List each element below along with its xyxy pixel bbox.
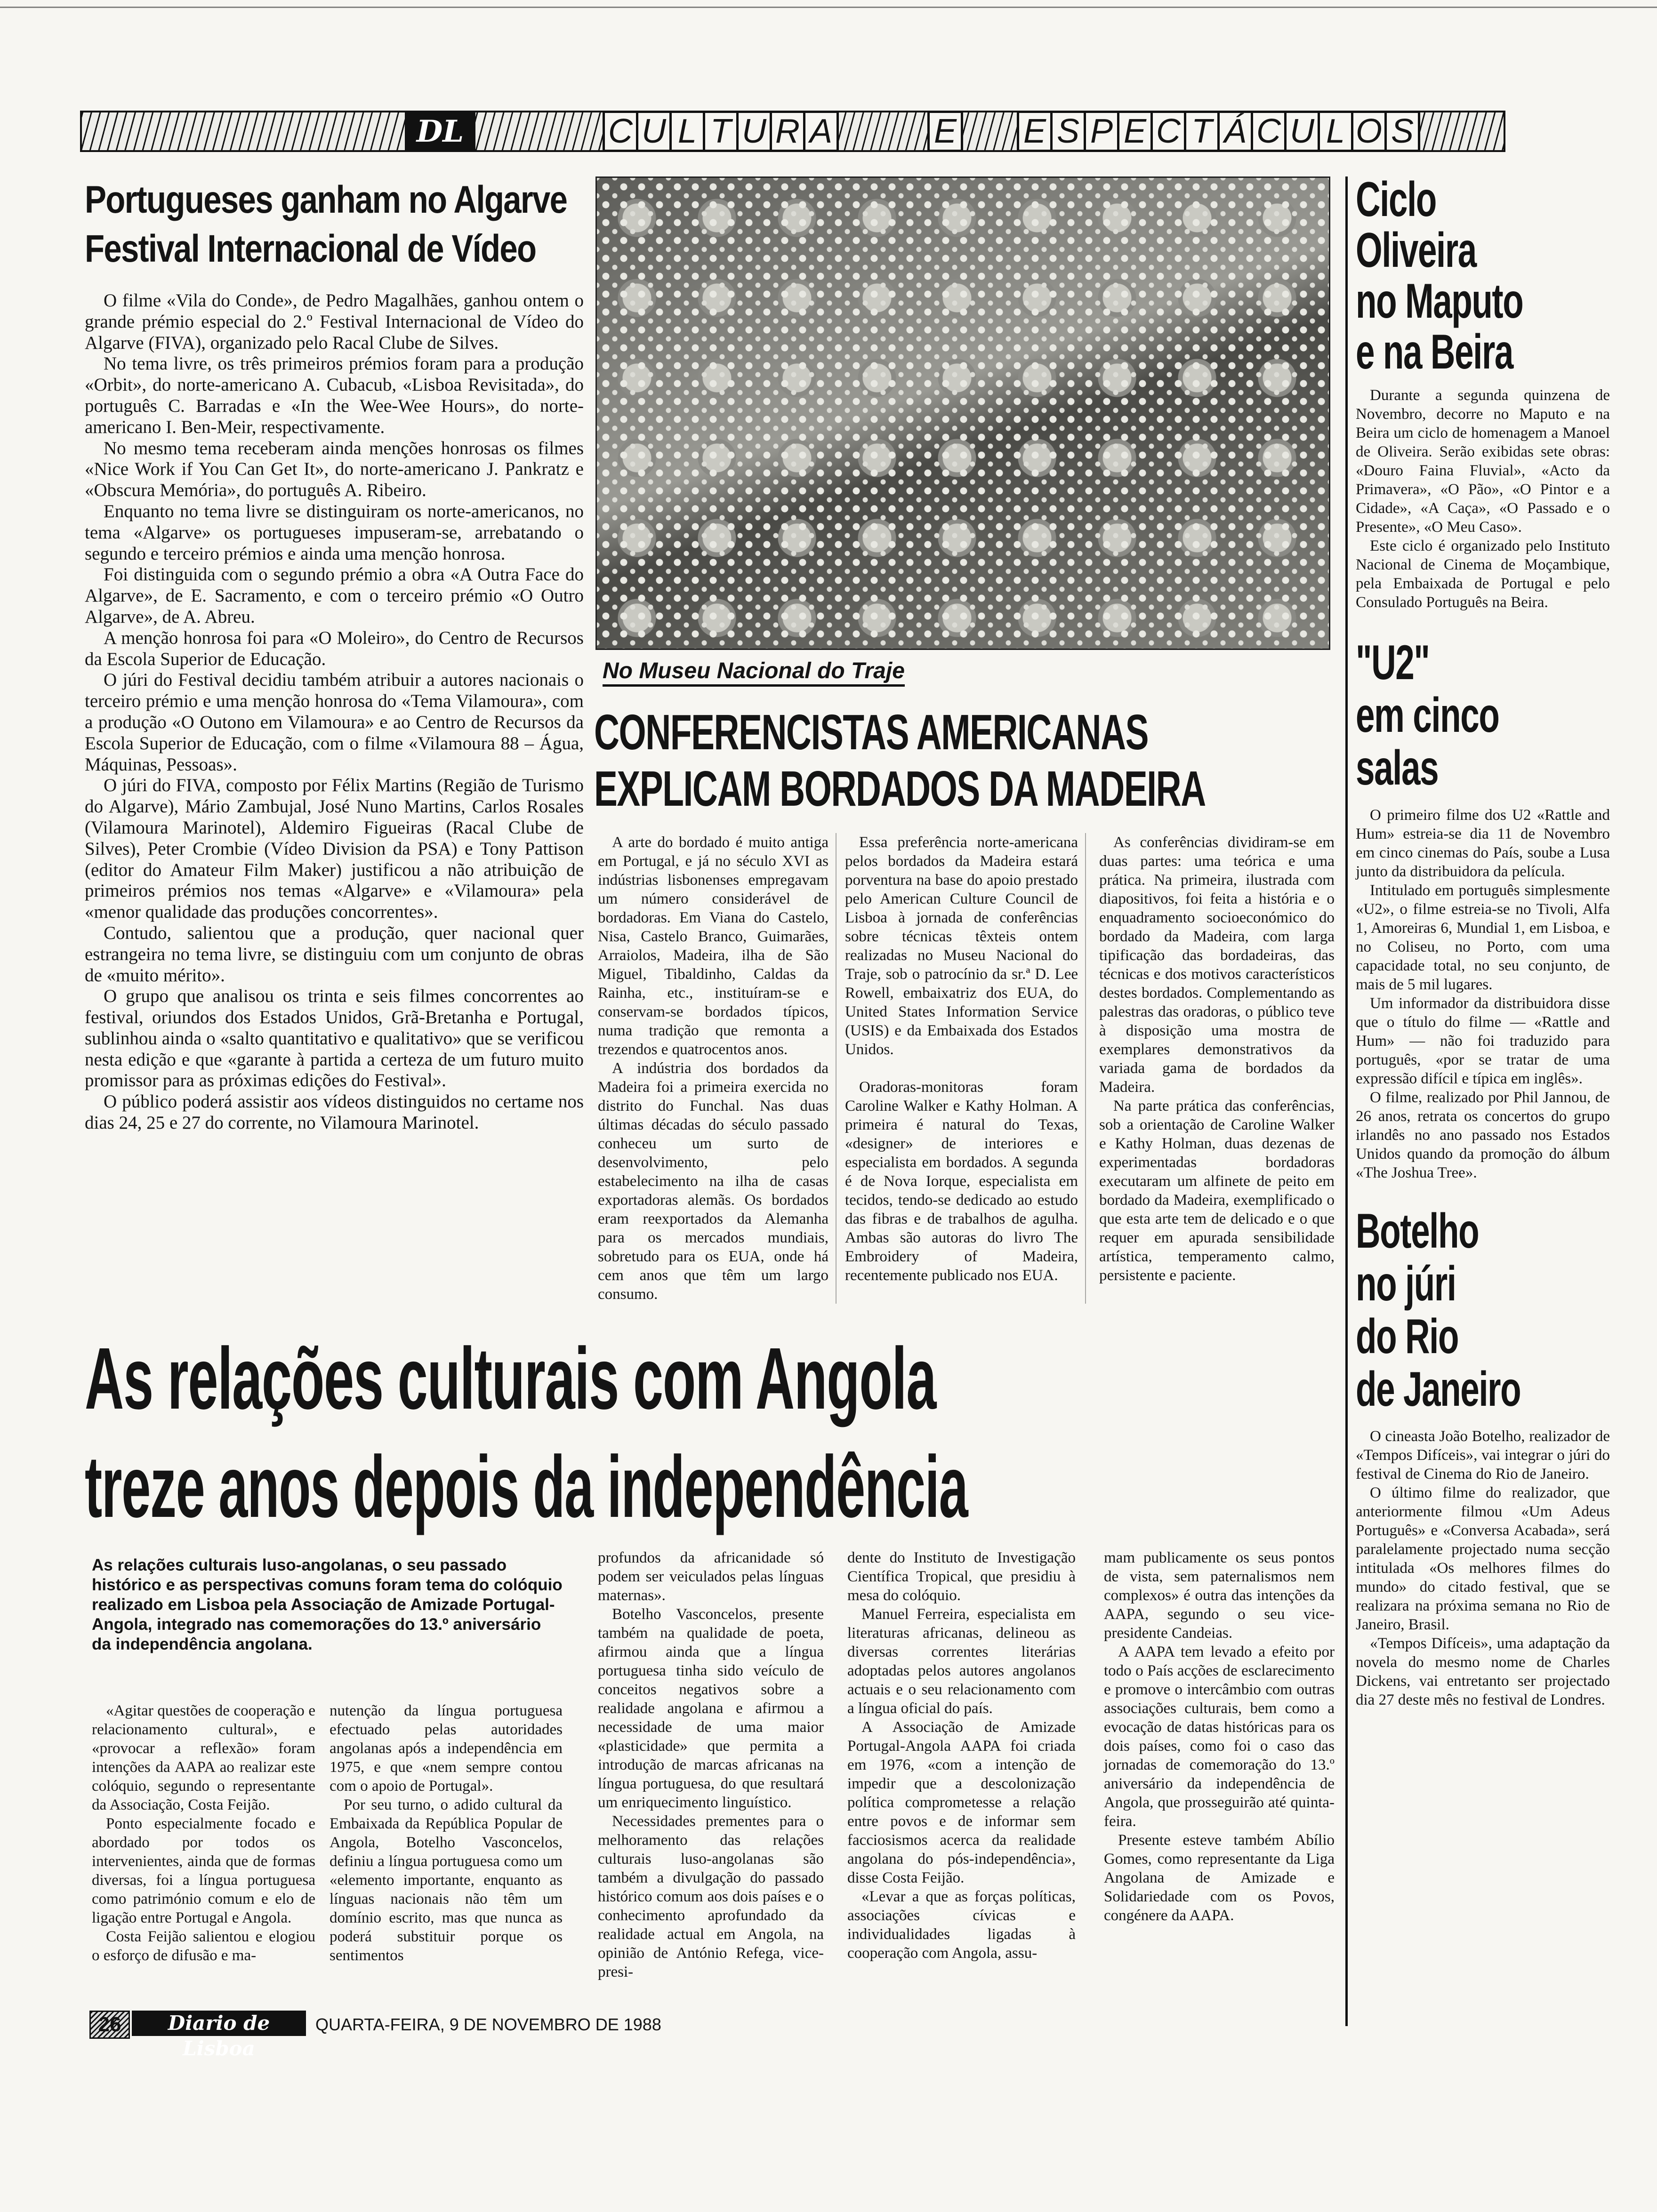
column-divider — [1085, 833, 1086, 1304]
sidebar-botelho — [1356, 1205, 1610, 1709]
festival-body — [85, 290, 584, 1134]
angola-col4 — [847, 1548, 1076, 1963]
ciclo-headline: no Maputo — [1356, 274, 1523, 329]
banner-letter: P — [1084, 111, 1119, 152]
angola-paragraph: A AAPA tem levado a efeito por todo o País acções de esclarecimento e promove o intercâmbio com outras associações culturais, bem como a evocação de datas históricas para os dois países, como foi o caso das jornadas de comemoração do 13.º aniversário da independência de Angola, que prosseguirão até quinta-feira. — [1104, 1643, 1335, 1830]
u2-paragraph: Intitulado em português simplesmente «U2», o filme estreia-se no Tivoli, Alfa 1, Amoreiras 6, Mundial 1, em Lisboa, e no Coliseu, no Porto, com uma capacidade total, no seu conjunto, de mais de 5 mil lugares. — [1356, 882, 1610, 993]
angola-paragraph: Por seu turno, o adido cultural da Embaixada da República Popular de Angola, Botelho Vasconcelos, definiu a língua portuguesa como um «elemento importante, enquanto as línguas nacionais não têm um domínio escrito, mas que nunca as poderá substituir porque os sentimentos — [330, 1796, 563, 1964]
issue-date: QUARTA-FEIRA, 9 DE NOVEMBRO DE 1988 — [315, 2015, 661, 2034]
festival-headline-line2: Festival Internacional de Vídeo — [85, 227, 536, 270]
page-footer — [89, 2011, 796, 2060]
bordados-headline-line1: CONFERENCISTAS AMERICANAS — [594, 705, 1149, 760]
ciclo-body — [1356, 386, 1610, 612]
article-festival — [85, 176, 584, 1315]
dl-logo: DL — [405, 111, 475, 152]
botelho-paragraph: O cineasta João Botelho, realizador de «Tempos Difíceis», vai integrar o júri do festival de Cinema do Rio de Janeiro. — [1356, 1428, 1610, 1483]
page-number: 26 — [89, 2011, 130, 2039]
bordados-headline-line2: EXPLICAM BORDADOS DA MADEIRA — [594, 761, 1206, 817]
bordados-paragraph: Essa preferência norte-americana pelos bordados da Madeira estará porventura na base do apoio prestado pelo American Culture Council de Lisboa à jornada de conferências sobre técnicas têxteis ontem realizadas no Museu Nacional do Traje, sob o patrocínio da sr.ª D. Lee Rowell, embaixatriz dos EUA, do United States Information Service (USIS) e da Embaixada dos Estados Unidos. — [845, 834, 1078, 1058]
angola-col1 — [92, 1701, 315, 1965]
angola-paragraph: Manuel Ferreira, especialista em literaturas africanas, delineou as diversas correntes literárias adoptadas pelos autores angolanos actuais e o seu relacionamento com a língua oficial do país. — [847, 1606, 1076, 1717]
sidebar-ciclo — [1356, 174, 1610, 612]
angola-col5 — [1104, 1548, 1335, 1925]
angola-headline-line2: treze anos depois da independência — [85, 1438, 968, 1536]
angola-paragraph: Botelho Vasconcelos, presente também na qualidade de poeta, afirmou ainda que a língua portuguesa tinha sido veículo de conceitos negativos sobre a realidade angolana e afirmou a necessidade de uma maior «plasticidade» que permita a introdução de marcas africanas na língua portuguesa, do que resultará um enriquecimento linguístico. — [598, 1606, 824, 1811]
angola-col2 — [330, 1701, 563, 1965]
banner-letter: E — [927, 111, 963, 152]
ciclo-paragraph: Este ciclo é organizado pelo Instituto Nacional de Cinema de Moçambique, pela Embaixada de Portugal e pelo Consulado Português na Beira. — [1356, 537, 1610, 611]
banner-letter: S — [1384, 111, 1420, 152]
bordados-col2 — [845, 833, 1078, 1285]
ciclo-headline: e na Beira — [1356, 325, 1513, 379]
festival-paragraph: O grupo que analisou os trinta e seis filmes concorrentes ao festival, oriundos dos Estados Unidos, Grã-Bretanha e Portugal, sublinhou ainda o «salto quantitativo e qualitativo» que se verificou nesta edição e que «garante à partida a certeza de um futuro muito promissor para as próximas edições do Festival». — [85, 986, 584, 1091]
botelho-headline: no júri — [1356, 1257, 1456, 1311]
banner-letter: C — [1251, 111, 1287, 152]
sidebar — [1356, 174, 1610, 2033]
angola-col3 — [598, 1548, 824, 1981]
angola-headline-line1: As relações culturais com Angola — [85, 1330, 936, 1427]
bordados-paragraph: A arte do bordado é muito antiga em Portugal, e já no século XVI as indústrias lisbonenses empregavam um número considerável de bordadoras. Em Viana do Castelo, Nisa, Castelo Branco, Guimarães, Arraiolos, Madeira, ilha de São Miguel, Tibaldinho, Caldas da Rainha, etc., instituíram-se e conservam-se bordados típicos, numa tradição que remonta a trezendos e quatrocentos anos. — [598, 834, 828, 1058]
festival-paragraph: O júri do FIVA, composto por Félix Martins (Região de Turismo do Algarve), Mário Zambujal, José Nuno Martins, Carlos Rosales (Vilamoura Marinotel), Aldemiro Figueiras (Racal Clube de Silves), Peter Crombie (Vídeo Division da PSA) e Tony Pattison (editor do Amateur Film Maker) justificou a não atribuição de primeiros prémios nos temas «Algarve» e «Vilamoura» pela «menor qualidade das produções concorrentes». — [85, 775, 584, 922]
top-edge-line — [0, 7, 1657, 8]
section-banner — [80, 111, 1509, 155]
bordados-paragraph: As conferências dividiram-se em duas partes: uma teórica e uma prática. Na primeira, ilustrada com diapositivos, foi feita a história e o enquadramento socioeconómico do bordado da Madeira, com larga tipificação das bordadeiras, das técnicas e dos motivos característicos destes bordados. Complementando as palestras das oradoras, o público teve à disposição uma mostra de exemplares demonstrativos da variada gama de bordados da Madeira. — [1099, 834, 1335, 1096]
banner-letter: U — [736, 111, 772, 152]
festival-headline-line1: Portugueses ganham no Algarve — [85, 178, 567, 221]
festival-paragraph: A menção honrosa foi para «O Moleiro», do Centro de Recursos da Escola Superior de Educação. — [85, 627, 584, 669]
botelho-headline: de Janeiro — [1356, 1362, 1521, 1417]
angola-paragraph: Presente esteve também Abílio Gomes, como representante da Liga Angolana de Amizade e Solidariedade com os Povos, congénere da AAPA. — [1104, 1832, 1335, 1924]
bordados-paragraph: Oradoras-monitoras foram Caroline Walker e Kathy Holman. A primeira é natural do Texas, «designer» de interiores e especialista em bordados. A segunda é de Nova Iorque, especialista em tecidos, tendo-se dedicado ao estudo das fibras e de trabalhos de agulha. Ambas são autoras do livro The Embroidery of Madeira, recentemente publicado nos EUA. — [845, 1079, 1078, 1284]
sidebar-rule — [1345, 176, 1348, 2026]
u2-paragraph: O filme, realizado por Phil Jannou, de 26 anos, retrata os concertos do grupo irlandês no ano passado nos Estados Unidos quando da promoção do álbum «The Joshua Tree». — [1356, 1089, 1610, 1181]
banner-letter: C — [603, 111, 638, 152]
banner-letter: Á — [1217, 111, 1253, 152]
festival-paragraph: O filme «Vila do Conde», de Pedro Magalhães, ganhou ontem o grande prémio especial do 2.º Festival Internacional de Vídeo do Algarve (FIVA), organizado pelo Racal Clube de Silves. — [85, 290, 584, 353]
u2-paragraph: Um informador da distribuidora disse que o título do filme — «Rattle and Hum» — não foi traduzido para português, «por se tratar de uma expressão difícil e típica em inglês». — [1356, 995, 1610, 1087]
banner-word-cultura — [603, 111, 837, 152]
ciclo-paragraph: Durante a segunda quinzena de Novembro, decorre no Maputo e na Beira um ciclo de homenagem a Manoel de Oliveira. Serão exibidas sete obras: «Douro Faina Fluvial», «Acto da Primavera», «O Pão», «O Pintor e a Cidade», «A Caça», «O Passado e o Presente», «O Meu Caso». — [1356, 387, 1610, 536]
angola-paragraph: Necessidades prementes para o melhoramento das relações culturais luso-angolanas são também a divulgação do passado histórico comum aos dois países e o conhecimento aprofundado da realidade actual em Angola, na opinião de António Refega, vice-presi- — [598, 1813, 824, 1980]
banner-letter: E — [1117, 111, 1153, 152]
banner-letter: T — [703, 111, 739, 152]
masthead-logo: Diario de Lisboa — [132, 2011, 306, 2036]
u2-headline: salas — [1356, 741, 1439, 795]
banner-letter: A — [803, 111, 839, 152]
botelho-paragraph: O último filme do realizador, que anteriormente filmou «Um Adeus Português» e «Conversa Acabada», será paralelamente projectado numa secção intitulada «Os melhores filmes do mundo» do citado festival, que se realizara na próxima semana no Rio de Janeiro, Brasil. — [1356, 1484, 1610, 1633]
botelho-headline: do Rio — [1356, 1309, 1459, 1364]
festival-paragraph: No mesmo tema receberam ainda menções honrosas os filmes «Nice Work if You Can Get It», do norte-americano J. Pankratz e «Obscura Memória», do português A. Ribeiro. — [85, 438, 584, 501]
u2-body — [1356, 806, 1610, 1182]
u2-paragraph: O primeiro filme dos U2 «Rattle and Hum» estreia-se dia 11 de Novembro em cinco cinemas do País, soube a Lusa junto da distribuidora da película. — [1356, 807, 1610, 880]
festival-paragraph: O público poderá assistir aos vídeos distinguidos no certame nos dias 24, 25 e 27 do corrente, no Vilamoura Marinotel. — [85, 1091, 584, 1133]
sidebar-u2 — [1356, 636, 1610, 1182]
banner-letter: E — [1017, 111, 1053, 152]
banner-letter: S — [1050, 111, 1086, 152]
photo-caption: No Museu Nacional do Traje — [603, 658, 905, 687]
festival-paragraph: Contudo, salientou que a produção, quer nacional quer estrangeira no tema livre, se distinguiu com um conjunto de obras de «muito mérito». — [85, 922, 584, 986]
festival-paragraph: No tema livre, os três primeiros prémios foram para a produção «Orbit», do norte-americano A. Cubacub, «Lisboa Revisitada», do português C. Barradas e «In the Wee-Wee Hours», do norte-americano I. Ben-Meir, respectivamente. — [85, 353, 584, 437]
bordados-paragraph: Na parte prática das conferências, sob a orientação de Caroline Walker e Kathy Holman, duas dezenas de experimentadas bordadoras executaram um alfinete de peito em bordado da Madeira, exemplificado o que esta arte tem de delicado e o que requer em apurada sensibilidade artística, temperamento calmo, persistente e paciente. — [1099, 1098, 1335, 1284]
banner-letter: U — [1284, 111, 1320, 152]
banner-word-espectaculos — [1017, 111, 1418, 152]
column-divider — [836, 833, 837, 1304]
banner-letter: L — [669, 111, 705, 152]
banner-letter: O — [1351, 111, 1387, 152]
banner-letter: C — [1150, 111, 1186, 152]
embroidery-photo — [595, 176, 1330, 650]
festival-paragraph: Enquanto no tema livre se distinguiram os norte-americanos, no tema «Algarve» os portugueses impuseram-se, arrebatando o segundo e terceiro prémios e ainda uma menção honrosa. — [85, 501, 584, 564]
angola-paragraph: mam publicamente os seus pontos de vista, sem paternalismos nem complexos» é outra das intenções da AAPA, segundo o seu vice-presidente Candeias. — [1104, 1549, 1335, 1642]
angola-paragraph: «Agitar questões de cooperação e relacionamento cultural», e «provocar a reflexão» foram intenções da AAPA ao realizar este colóquio, segundo o representante da Associação, Costa Feijão. — [92, 1702, 315, 1813]
angola-paragraph: profundos da africanidade só podem ser veiculados pelas línguas maternas». — [598, 1549, 824, 1604]
angola-paragraph: nutenção da língua portuguesa efectuado pelas autoridades angolanas após a independência em 1975, e que «nem sempre contou com o apoio de Portugal». — [330, 1702, 563, 1795]
festival-paragraph: Foi distinguida com o segundo prémio a obra «A Outra Face do Algarve», de E. Sacramento, e com o terceiro prémio «O Outro Algarve», de A. Abreu. — [85, 564, 584, 627]
botelho-body — [1356, 1427, 1610, 1709]
banner-letter: L — [1318, 111, 1353, 152]
u2-headline: em cinco — [1356, 688, 1499, 743]
bordados-paragraph: A indústria dos bordados da Madeira foi a primeira exercida no distrito do Funchal. Nas duas últimas décadas do século passado conheceu um surto de desenvolvimento, pelo estabelecimento na ilha de casas exportadoras alemãs. Os bordados eram reexportados da Alemanha para os mercados mundiais, sobretudo para os EUA, onde há cem anos que têm um largo consumo. — [598, 1060, 828, 1303]
angola-paragraph: dente do Instituto de Investigação Científica Tropical, que presidiu à mesa do colóquio. — [847, 1549, 1076, 1604]
botelho-paragraph: «Tempos Difíceis», uma adaptação da novela do mesmo nome de Charles Dickens, vai entretanto ser projectado dia 27 deste mês no festival de Londres. — [1356, 1635, 1610, 1708]
banner-word-e — [927, 111, 961, 152]
angola-paragraph: «Levar a que as forças políticas, associações cívicas e individualidades ligadas à cooperação com Angola, assu- — [847, 1888, 1076, 1962]
angola-paragraph: Ponto especialmente focado e abordado por todos os intervenientes, ainda que de formas diversas, foi a língua portuguesa como património comum e elo de ligação entre Portugal e Angola. — [92, 1815, 315, 1926]
u2-headline: "U2" — [1356, 635, 1430, 690]
bordados-col1 — [598, 833, 828, 1304]
angola-paragraph: A Associação de Amizade Portugal-Angola AAPA foi criada em 1976, «com a intenção de impedir que a descolonização política comprometesse a relação entre povos e de informar sem facciosismos acerca da realidade angolana do pós-independência», disse Costa Feijão. — [847, 1719, 1076, 1886]
banner-letter: T — [1184, 111, 1220, 152]
festival-paragraph: O júri do Festival decidiu também atribuir a autores nacionais o terceiro prémio e uma menção honrosa do «Tema Vilamoura», com a produção «O Outono em Vilamoura» e ao Centro de Recursos da Escola Superior de Educação, com o filme «Vilamoura 88 – Água, Máquinas, Pessoas». — [85, 670, 584, 775]
ciclo-headline: Ciclo — [1356, 172, 1436, 227]
ciclo-headline: Oliveira — [1356, 223, 1476, 278]
banner-letter: U — [636, 111, 672, 152]
angola-lead: As relações culturais luso-angolanas, o seu passado histórico e as perspectivas comuns foram tema do colóquio realizado em Lisboa pela Associação de Amizade Portugal-Angola, integrado nas comemorações do 13.º aniversário da independência angolana. — [92, 1556, 563, 1653]
botelho-headline: Botelho — [1356, 1204, 1479, 1258]
angola-paragraph: Costa Feijão salientou e elogiou o esforço de difusão e ma- — [92, 1928, 315, 1964]
bordados-col3 — [1099, 833, 1335, 1285]
banner-letter: R — [770, 111, 805, 152]
